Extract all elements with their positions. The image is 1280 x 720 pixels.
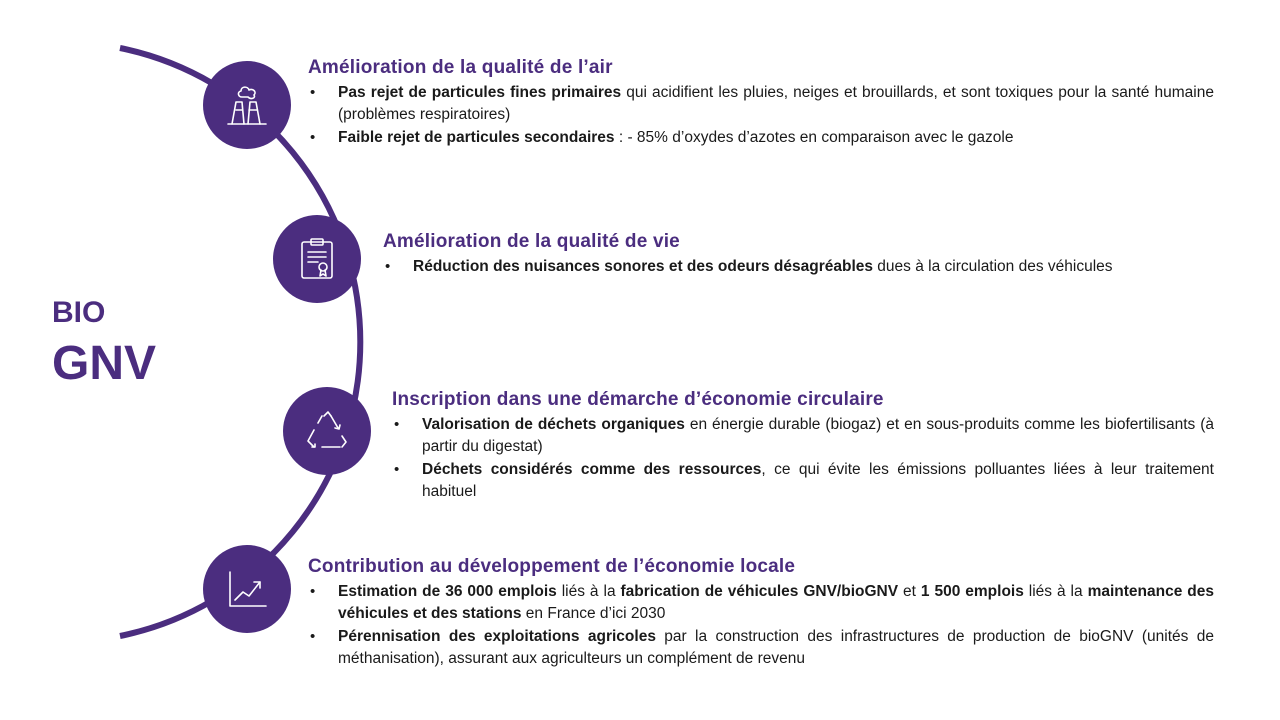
certificate-clipboard-icon: [273, 215, 361, 303]
bullet-item: [308, 127, 1214, 149]
body-text: dues à la circulation des véhicules: [873, 258, 1113, 275]
section-circular-economy: [392, 389, 1214, 504]
bio-gnv-title: [52, 298, 156, 388]
bullet-item: [308, 626, 1214, 670]
bullet-list: [392, 414, 1214, 503]
factory-emission-icon: [203, 61, 291, 149]
bold-text: Déchets considérés comme des ressources: [422, 461, 762, 478]
section-air-quality: [308, 57, 1214, 150]
body-text: liés à la: [556, 583, 621, 600]
bold-text: Pérennisation des exploitations agricoles: [338, 628, 656, 645]
bold-text: Faible rejet de particules secondaires: [338, 129, 615, 146]
section-title: Inscription dans une démarche d’économie circulaire: [392, 389, 884, 410]
bold-text: Réduction des nuisances sonores et des odeurs désagréables: [413, 258, 873, 275]
section-title: Contribution au développement de l’économie locale: [308, 556, 796, 577]
body-text: qui acidifient les pluies, neiges et brouillards, et sont toxiques pour la santé humaine (problèmes respiratoires): [338, 84, 1214, 123]
body-text: en énergie durable (biogaz) et en sous-produits comme les biofertilisants (à partir du digestat): [422, 416, 1214, 455]
bullet-list: [308, 82, 1214, 149]
body-text: par la construction des infrastructures de production de bioGNV (unités de méthanisation), assurant aux agriculteurs un complément de revenu: [338, 628, 1214, 667]
bold-text: Estimation de 36 000 emplois: [338, 583, 557, 600]
bullet-list: [308, 581, 1214, 670]
body-text: et: [898, 583, 921, 600]
title-line-2: GNV: [52, 337, 157, 390]
section-quality-of-life: [383, 231, 1206, 279]
bold-text: Valorisation de déchets organiques: [422, 416, 685, 433]
title-line-1: BIO: [52, 296, 106, 329]
bullet-item: [308, 82, 1214, 126]
body-text: : - 85% d’oxydes d’azotes en comparaison avec le gazole: [614, 129, 1014, 146]
section-title: Amélioration de la qualité de l’air: [308, 57, 613, 78]
bullet-item: [392, 459, 1214, 503]
bullet-item: [392, 414, 1214, 458]
growth-chart-icon: [203, 545, 291, 633]
bullet-list: [383, 256, 1206, 278]
body-text: liés à la: [1023, 583, 1088, 600]
bold-text: fabrication de véhicules GNV/bioGNV: [620, 583, 899, 600]
bullet-item: [383, 256, 1206, 278]
body-text: en France d’ici 2030: [521, 605, 666, 622]
bold-text: 1 500 emplois: [920, 583, 1024, 600]
recycle-icon: [283, 387, 371, 475]
section-local-economy: [308, 556, 1214, 671]
bold-text: Pas rejet de particules fines primaires: [338, 84, 622, 101]
bullet-item: [308, 581, 1214, 625]
bold-text: maintenance des véhicules et des stations: [338, 583, 1214, 622]
body-text: , ce qui évite les émissions polluantes liées à leur traitement habituel: [422, 461, 1214, 500]
section-title: Amélioration de la qualité de vie: [383, 231, 680, 252]
